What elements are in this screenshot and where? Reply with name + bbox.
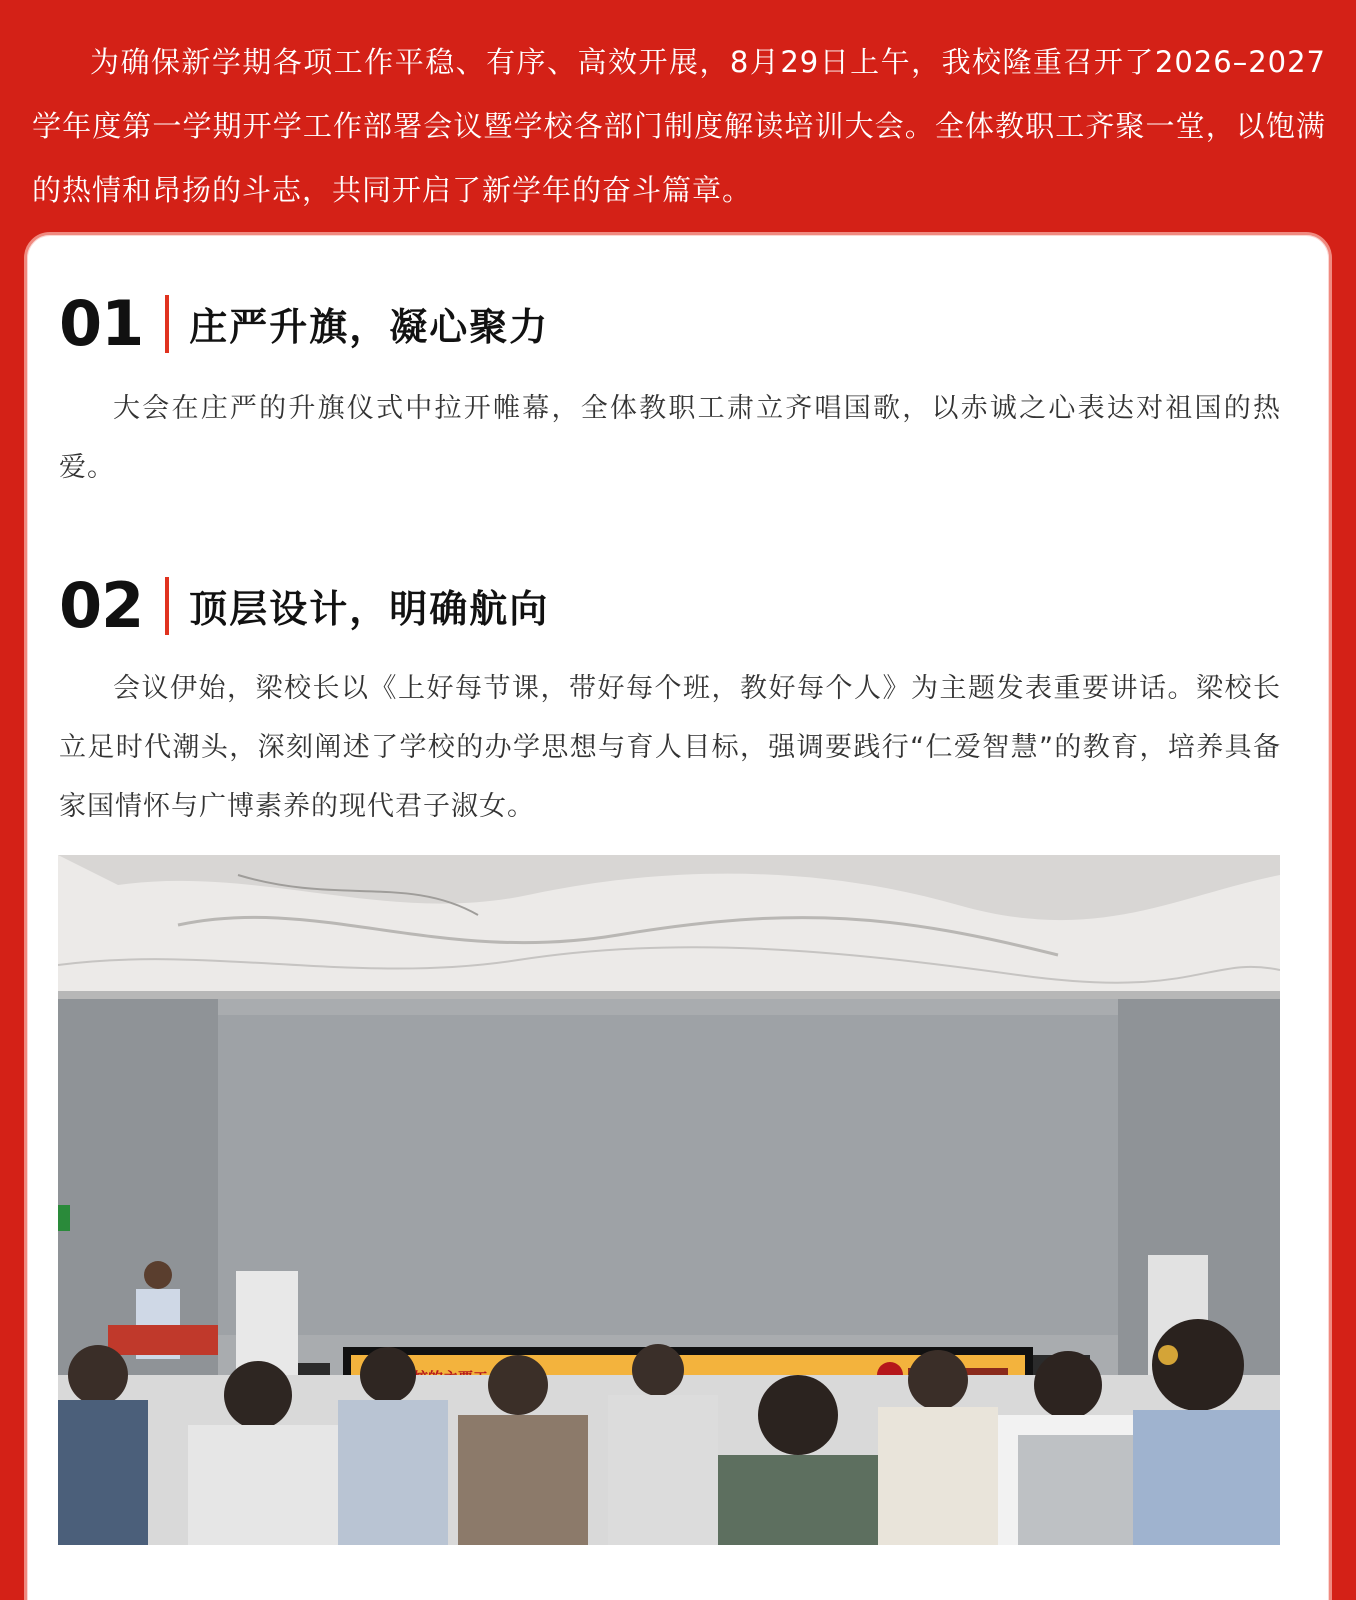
section-number: 02 <box>59 569 144 642</box>
section-number: 01 <box>59 287 144 360</box>
section-divider <box>165 577 169 635</box>
section-divider <box>165 295 169 353</box>
section-paragraph-02: 会议伊始，梁校长以《上好每节课，带好每个班，教好每个人》为主题发表重要讲话。梁校长立足时代潮头，深刻阐述了学校的办学思想与育人目标，强调要践行“仁爱智慧”的教育，培养具备家国情怀与广博素养的现代君子淑女。 <box>59 673 1281 822</box>
section-title: 顶层设计，明确航向 <box>189 587 550 631</box>
section-paragraph-01: 大会在庄严的升旗仪式中拉开帷幕，全体教职工肃立齐唱国歌，以赤诚之心表达对祖国的热爱。 <box>59 393 1281 483</box>
section-title: 庄严升旗，凝心聚力 <box>189 305 550 349</box>
intro-paragraph: 为确保新学期各项工作平稳、有序、高效开展，8月29日上午，我校隆重召开了2026–2027学年度第一学期开学工作部署会议暨学校各部门制度解读培训大会。全体教职工齐聚一堂，以饱满的热情和昂扬的斗志，共同开启了新学年的奋斗篇章。 <box>32 45 1326 207</box>
meeting-photo <box>58 855 1280 1545</box>
section-header-02 <box>59 569 549 642</box>
content-card <box>24 232 1332 1600</box>
section-header-01 <box>59 287 549 360</box>
